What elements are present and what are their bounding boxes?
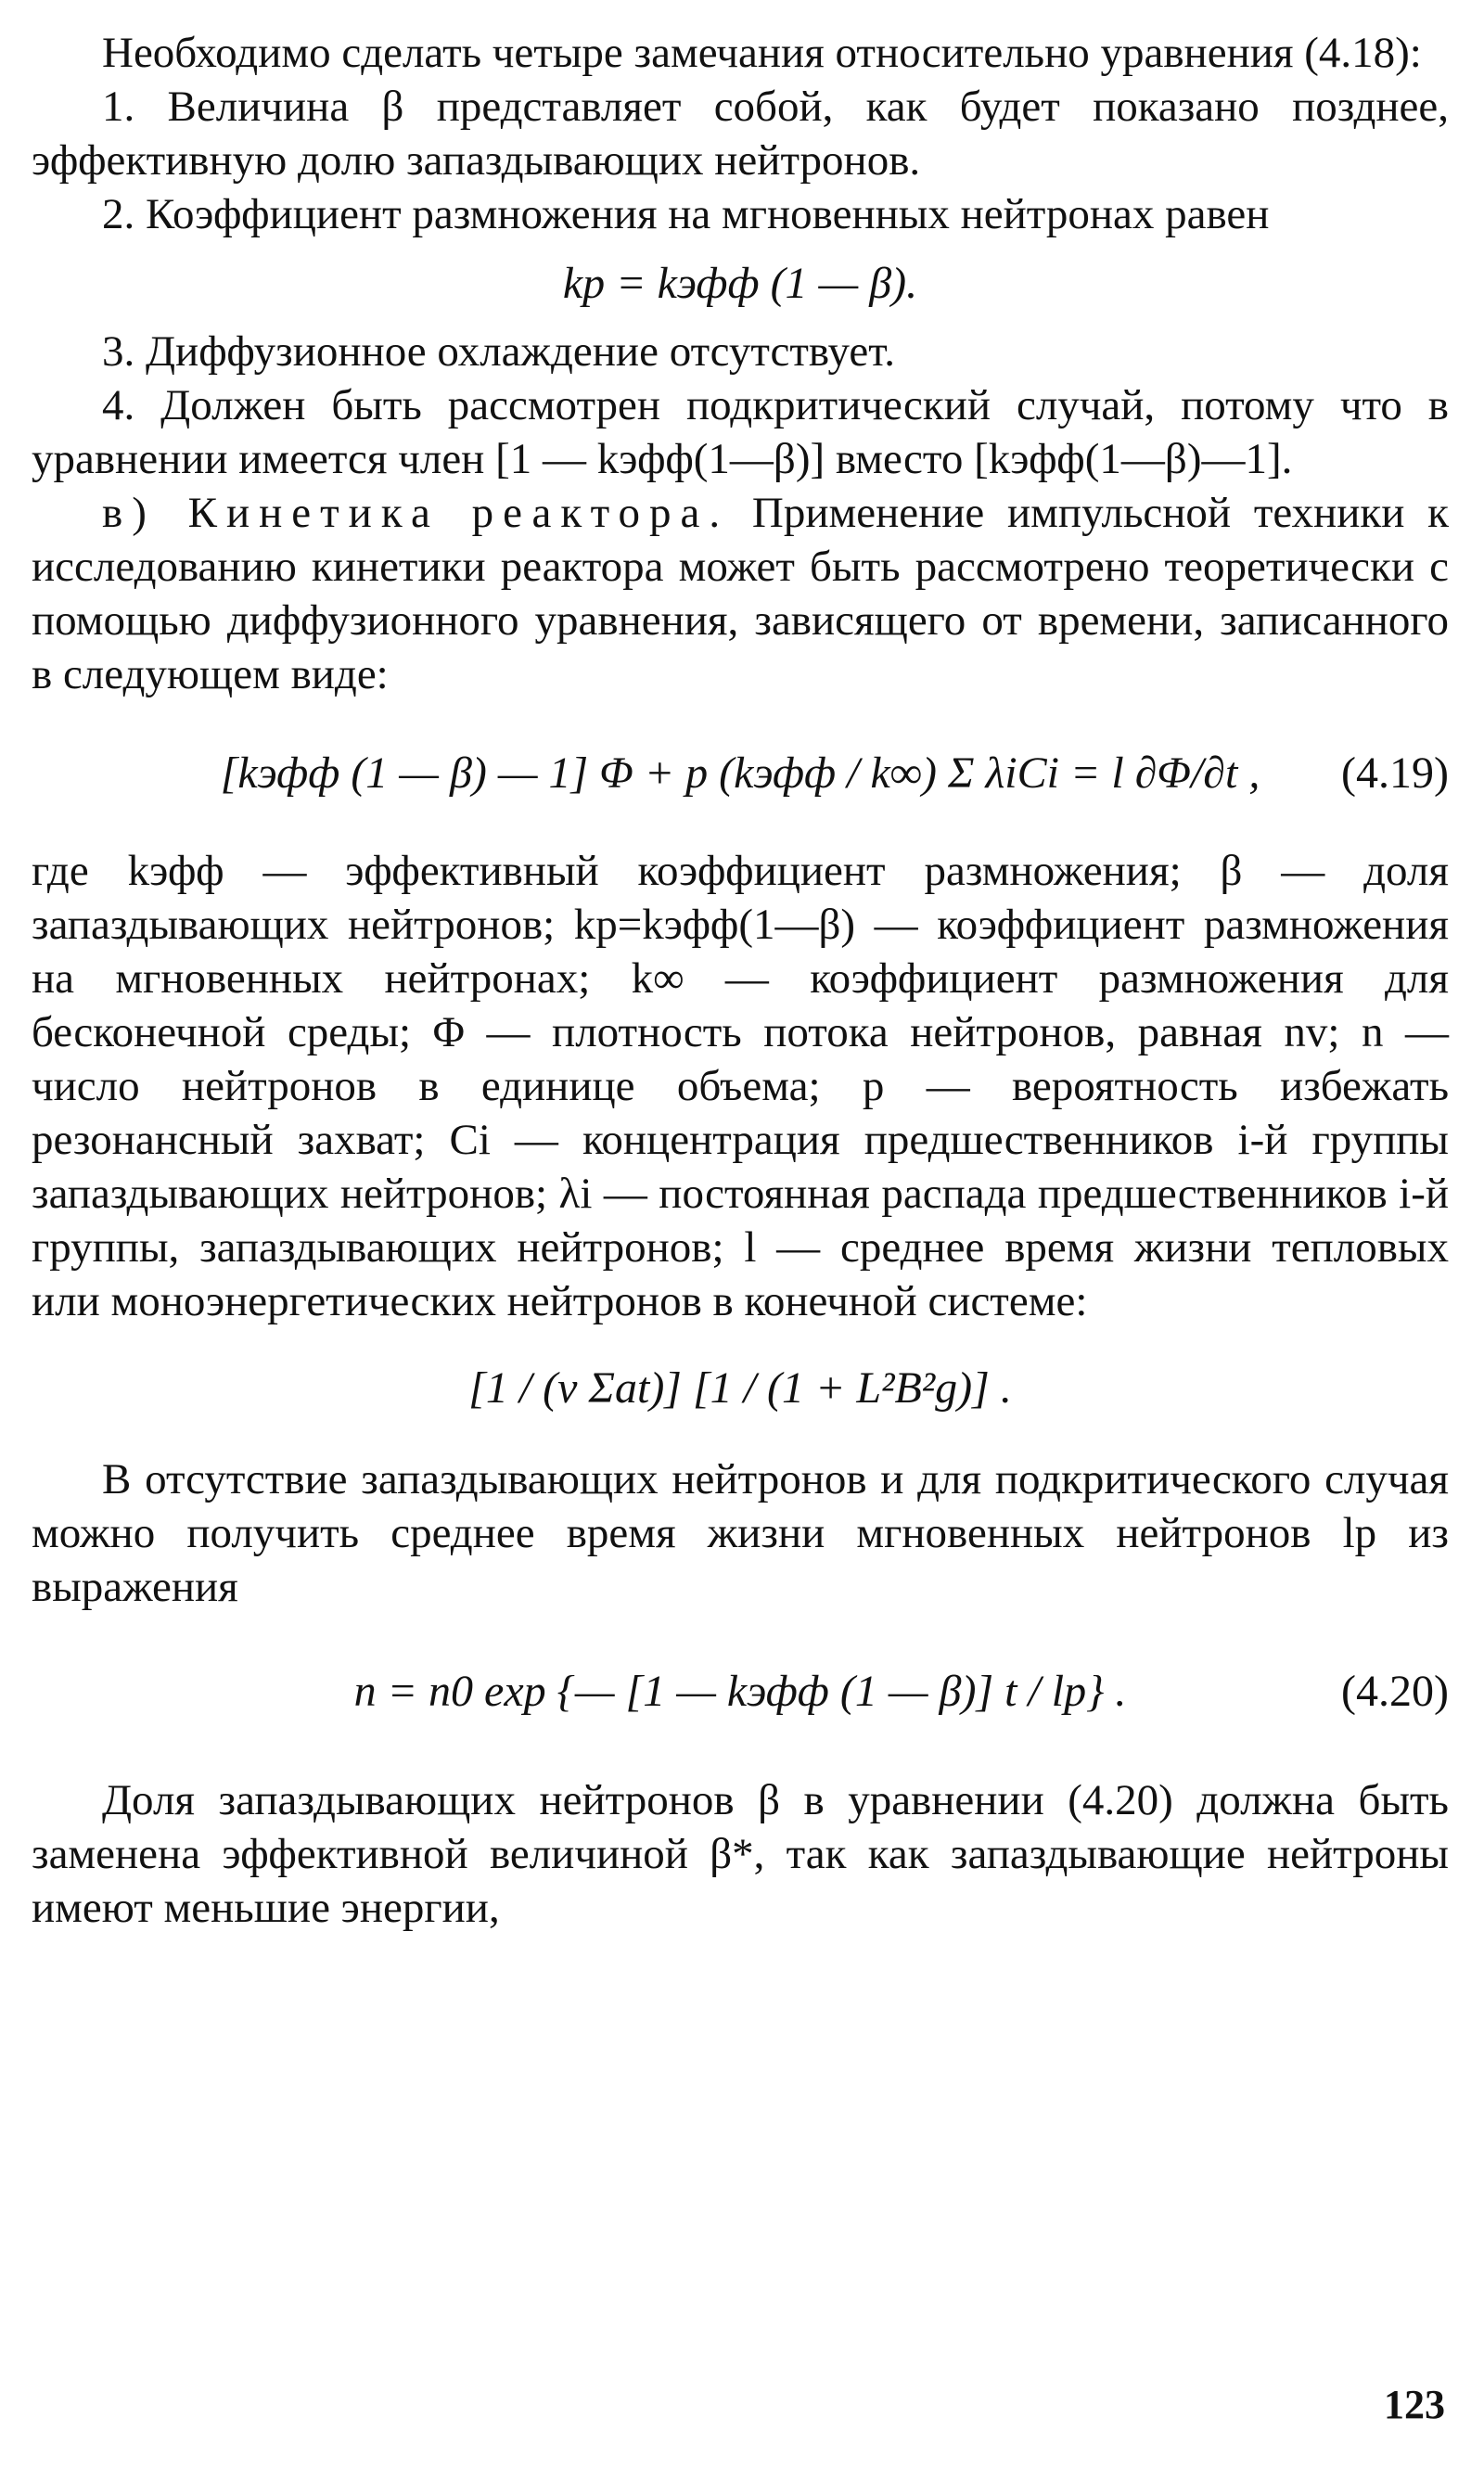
paragraph-remark-3: 3. Диффузионное охлаждение отсутствует. [102, 327, 896, 376]
formula-diffusion-equation-text: [kэфф (1 — β) — 1] Φ + p (kэфф / k∞) Σ λiCi = l ∂Φ/∂t , [220, 748, 1260, 798]
page-number: 123 [1384, 2382, 1445, 2427]
paragraph-remark-1: 1. Величина β представляет собой, как будет показано позднее, эффективную долю запаздывающих нейтронов. [32, 83, 1449, 185]
paragraph-reactor-kinetics [32, 486, 1449, 701]
formula-neutron-decay-text: n = n0 exp {— [1 — kэфф (1 — β)] t / lр} . [353, 1667, 1127, 1716]
section-heading-reactor-kinetics: в) Кинетика реактора. [102, 489, 730, 537]
equation-number-4-20: (4.20) [1341, 1667, 1449, 1716]
equation-number-4-19: (4.19) [1341, 748, 1449, 798]
formula-neutron-decay [32, 1627, 1449, 1757]
formula-diffusion-equation [32, 709, 1449, 838]
paragraph-prompt-lifetime: В отсутствие запаздывающих нейтронов и для подкритического случая можно получить среднее время жизни мгновенных нейтронов lр из выражения [32, 1455, 1449, 1611]
paragraph-effective-fraction: Доля запаздывающих нейтронов β в уравнении (4.20) должна быть заменена эффективной величиной β*, так как запаздывающие нейтроны имеют меньшие энергии, [32, 1776, 1449, 1932]
formula-prompt-multiplication: kр = kэфф (1 — β). [562, 259, 918, 308]
paragraph-reactor-kinetics-body: Применение импульсной техники к исследованию кинетики реактора может быть рассмотрено теоретически с помощью диффузионного уравнения, зависящего от времени, записанного в следующем виде: [32, 489, 1449, 698]
paragraph-notation-definitions: где kэфф — эффективный коэффициент размножения; β — доля запаздывающих нейтронов; kр=kэфф(1—β) — коэффициент размножения на мгновенных нейтронах; k∞ — коэффициент размножения для бесконечной среды; Φ — плотность потока нейтронов, равная nv; n — число нейтронов в единице объема; p — вероятность избежать резонансный захват; Ci — концентрация предшественников i-й группы запаздывающих нейтронов; λi — постоянная распада предшественников i-й группы, запаздывающих нейтронов; l — среднее время жизни тепловых или моноэнергетических нейтронов в конечной системе: [32, 847, 1449, 1325]
paragraph-remark-4: 4. Должен быть рассмотрен подкритический случай, потому что в уравнении имеется член [1 — kэфф(1—β)] вместо [kэфф(1—β)—1]. [32, 381, 1449, 483]
formula-lifetime-expression: [1 / (v Σat)] [1 / (1 + L²B²g)] . [468, 1363, 1012, 1413]
paragraph-remark-2: 2. Коэффициент размножения на мгновенных нейтронах равен [102, 190, 1270, 238]
paragraph-remarks-intro: Необходимо сделать четыре замечания относительно уравнения (4.18): [102, 29, 1422, 77]
